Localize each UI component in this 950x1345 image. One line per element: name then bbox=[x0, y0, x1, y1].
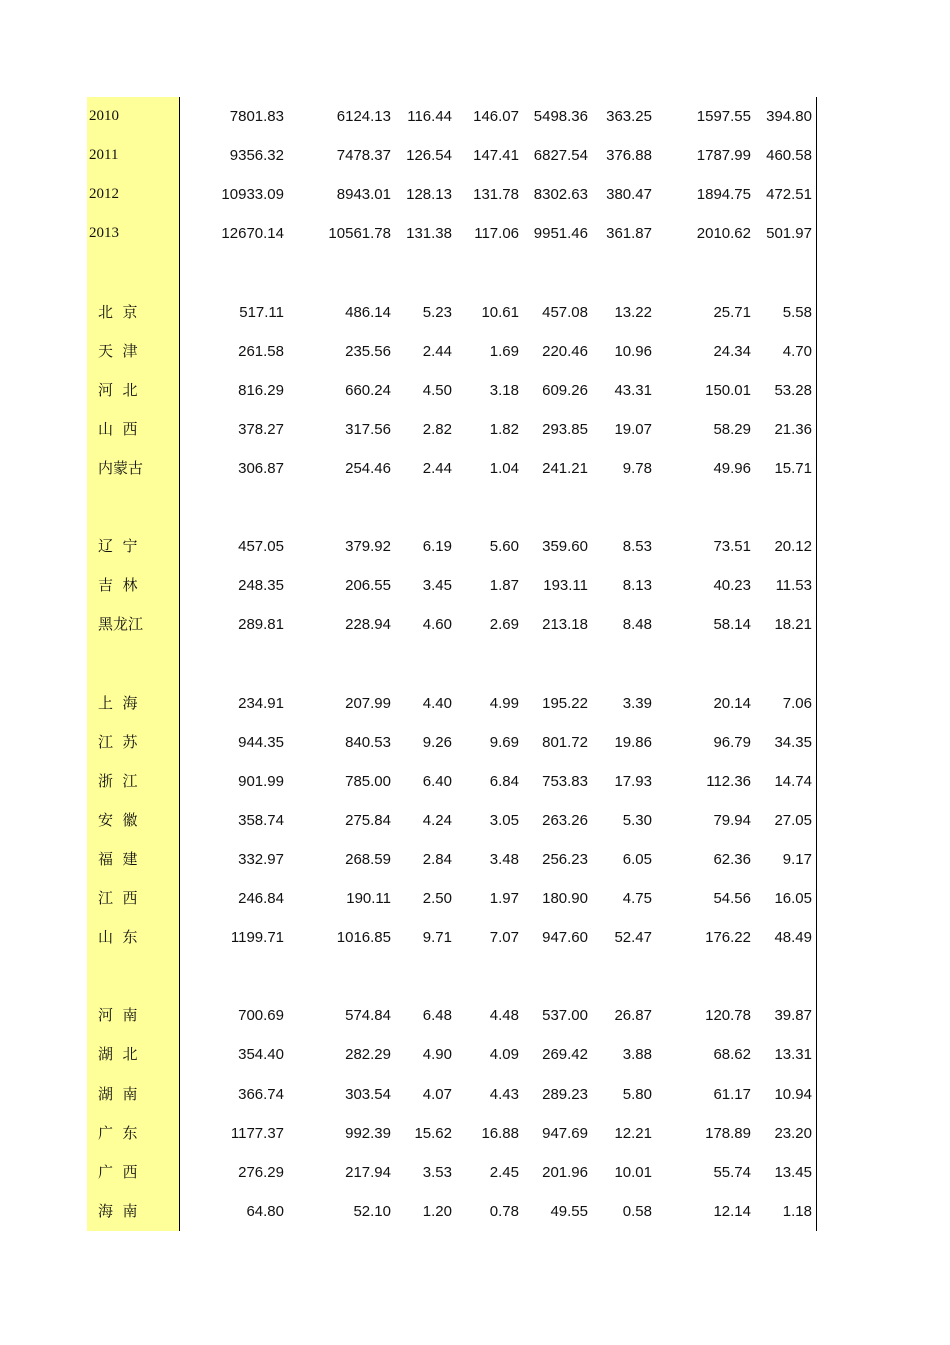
cell-value: 26.87 bbox=[614, 1007, 652, 1025]
cell-value: 217.94 bbox=[345, 1163, 391, 1181]
cell-value: 2.69 bbox=[489, 616, 519, 634]
cell-value: 20.14 bbox=[713, 694, 751, 712]
table-body bbox=[87, 97, 817, 1231]
row-label: 上 海 bbox=[98, 693, 138, 712]
cell-value: 49.96 bbox=[713, 459, 751, 477]
row-label: 浙 江 bbox=[98, 771, 138, 790]
cell-value: 27.05 bbox=[774, 811, 812, 829]
row-label: 江 西 bbox=[98, 889, 138, 907]
cell-value: 5498.36 bbox=[533, 108, 588, 125]
cell-value: 64.80 bbox=[246, 1202, 284, 1220]
cell-value: 9.78 bbox=[622, 459, 652, 477]
cell-value: 9951.46 bbox=[533, 225, 588, 243]
row-label: 2011 bbox=[89, 147, 119, 164]
cell-value: 2.44 bbox=[422, 342, 452, 360]
row-label: 2012 bbox=[89, 186, 119, 203]
region-row bbox=[87, 996, 817, 1035]
cell-value: 2.82 bbox=[422, 420, 452, 438]
cell-value: 10.96 bbox=[614, 342, 652, 360]
cell-value: 261.58 bbox=[238, 342, 284, 360]
cell-value: 4.75 bbox=[622, 890, 652, 907]
cell-value: 947.69 bbox=[542, 1124, 588, 1142]
cell-value: 1.97 bbox=[489, 890, 519, 907]
cell-value: 263.26 bbox=[542, 811, 588, 829]
cell-value: 6827.54 bbox=[533, 147, 588, 165]
cell-value: 9356.32 bbox=[229, 147, 284, 165]
cell-value: 61.17 bbox=[713, 1085, 751, 1103]
cell-value: 6.05 bbox=[622, 850, 652, 868]
cell-value: 1787.99 bbox=[696, 147, 751, 165]
row-label: 2013 bbox=[89, 225, 119, 242]
row-label: 内蒙古 bbox=[98, 458, 144, 477]
region-row bbox=[87, 527, 817, 566]
spacer-row bbox=[87, 488, 817, 527]
cell-value: 73.51 bbox=[713, 538, 751, 556]
cell-value: 10.61 bbox=[481, 303, 519, 321]
region-row bbox=[87, 566, 817, 605]
cell-value: 4.07 bbox=[422, 1085, 452, 1103]
cell-value: 9.17 bbox=[782, 850, 812, 868]
cell-value: 150.01 bbox=[705, 381, 751, 399]
row-label: 海 南 bbox=[98, 1201, 138, 1220]
row-label: 江 苏 bbox=[98, 732, 138, 751]
region-row bbox=[87, 801, 817, 840]
region-row bbox=[87, 605, 817, 644]
cell-value: 58.29 bbox=[713, 420, 751, 438]
cell-value: 190.11 bbox=[346, 890, 391, 907]
region-row bbox=[87, 762, 817, 801]
cell-value: 246.84 bbox=[238, 890, 284, 907]
cell-value: 8.53 bbox=[622, 538, 652, 556]
cell-value: 366.74 bbox=[238, 1085, 284, 1103]
cell-value: 1597.55 bbox=[696, 108, 751, 125]
cell-value: 19.86 bbox=[614, 733, 652, 751]
cell-value: 43.31 bbox=[614, 381, 652, 399]
cell-value: 52.47 bbox=[614, 929, 652, 947]
row-label: 河 北 bbox=[98, 380, 138, 399]
cell-value: 1.18 bbox=[782, 1202, 812, 1220]
row-label: 2010 bbox=[89, 108, 119, 124]
cell-value: 2.44 bbox=[422, 459, 452, 477]
cell-value: 1.20 bbox=[422, 1202, 452, 1220]
cell-value: 4.09 bbox=[489, 1046, 519, 1064]
cell-value: 34.35 bbox=[774, 733, 812, 751]
cell-value: 206.55 bbox=[345, 577, 391, 595]
cell-value: 1177.37 bbox=[230, 1124, 284, 1142]
cell-value: 234.91 bbox=[238, 694, 284, 712]
cell-value: 7801.83 bbox=[229, 108, 284, 125]
cell-value: 376.88 bbox=[606, 147, 652, 165]
cell-value: 1894.75 bbox=[696, 186, 751, 204]
cell-value: 21.36 bbox=[774, 420, 812, 438]
cell-value: 54.56 bbox=[713, 890, 751, 907]
year-row bbox=[87, 214, 817, 253]
cell-value: 4.70 bbox=[782, 342, 812, 360]
cell-value: 5.60 bbox=[489, 538, 519, 556]
cell-value: 10.94 bbox=[774, 1085, 812, 1103]
cell-value: 13.22 bbox=[614, 303, 652, 321]
cell-value: 228.94 bbox=[345, 616, 391, 634]
cell-value: 96.79 bbox=[713, 733, 751, 751]
cell-value: 306.87 bbox=[238, 459, 284, 477]
region-row bbox=[87, 1192, 817, 1231]
cell-value: 112.36 bbox=[706, 772, 751, 790]
cell-value: 9.71 bbox=[422, 929, 452, 947]
cell-value: 8302.63 bbox=[533, 186, 588, 204]
region-row bbox=[87, 1153, 817, 1192]
cell-value: 379.92 bbox=[345, 538, 391, 556]
cell-value: 241.21 bbox=[542, 459, 588, 477]
cell-value: 48.49 bbox=[774, 929, 812, 947]
cell-value: 394.80 bbox=[766, 108, 812, 125]
cell-value: 1.04 bbox=[489, 459, 519, 477]
region-row bbox=[87, 1075, 817, 1114]
cell-value: 0.58 bbox=[622, 1202, 652, 1220]
cell-value: 457.08 bbox=[542, 303, 588, 321]
cell-value: 378.27 bbox=[238, 420, 284, 438]
cell-value: 359.60 bbox=[542, 538, 588, 556]
cell-value: 23.20 bbox=[774, 1124, 812, 1142]
cell-value: 4.90 bbox=[422, 1046, 452, 1064]
cell-value: 358.74 bbox=[238, 811, 284, 829]
row-label: 天 津 bbox=[98, 341, 138, 360]
cell-value: 801.72 bbox=[542, 733, 588, 751]
cell-value: 12.14 bbox=[713, 1202, 751, 1220]
region-row bbox=[87, 371, 817, 410]
cell-value: 289.81 bbox=[238, 616, 284, 634]
cell-value: 3.48 bbox=[489, 850, 519, 868]
cell-value: 49.55 bbox=[550, 1202, 588, 1220]
row-label: 安 徽 bbox=[98, 810, 138, 829]
region-row bbox=[87, 918, 817, 957]
cell-value: 457.05 bbox=[238, 538, 284, 556]
cell-value: 25.71 bbox=[713, 303, 751, 321]
cell-value: 7478.37 bbox=[336, 147, 391, 165]
spacer-row bbox=[87, 957, 817, 996]
cell-value: 816.29 bbox=[238, 381, 284, 399]
cell-value: 8.48 bbox=[622, 616, 652, 634]
cell-value: 380.47 bbox=[606, 186, 652, 204]
spacer-row bbox=[87, 644, 817, 683]
cell-value: 6.48 bbox=[422, 1007, 452, 1025]
cell-value: 1.87 bbox=[489, 577, 519, 595]
cell-value: 2.50 bbox=[422, 890, 452, 907]
row-label: 山 东 bbox=[98, 928, 138, 947]
cell-value: 9.69 bbox=[489, 733, 519, 751]
cell-value: 840.53 bbox=[345, 733, 391, 751]
cell-value: 7.07 bbox=[489, 929, 519, 947]
cell-value: 700.69 bbox=[238, 1007, 284, 1025]
cell-value: 6.84 bbox=[489, 772, 519, 790]
cell-value: 3.18 bbox=[489, 381, 519, 399]
row-label: 广 东 bbox=[98, 1123, 138, 1142]
cell-value: 13.45 bbox=[774, 1163, 812, 1181]
cell-value: 220.46 bbox=[542, 342, 588, 360]
cell-value: 62.36 bbox=[713, 850, 751, 868]
cell-value: 7.06 bbox=[782, 694, 812, 712]
cell-value: 282.29 bbox=[345, 1046, 391, 1064]
cell-value: 6.19 bbox=[422, 538, 452, 556]
row-label: 湖 北 bbox=[98, 1045, 138, 1064]
region-row bbox=[87, 684, 817, 723]
cell-value: 126.54 bbox=[406, 147, 452, 165]
cell-value: 20.12 bbox=[774, 538, 812, 556]
cell-value: 460.58 bbox=[766, 147, 812, 165]
cell-value: 9.26 bbox=[422, 733, 452, 751]
cell-value: 276.29 bbox=[238, 1163, 284, 1181]
cell-value: 120.78 bbox=[705, 1007, 751, 1025]
cell-value: 4.60 bbox=[422, 616, 452, 634]
cell-value: 517.11 bbox=[239, 303, 284, 321]
row-label: 吉 林 bbox=[98, 576, 138, 595]
cell-value: 574.84 bbox=[345, 1007, 391, 1025]
cell-value: 3.39 bbox=[622, 694, 652, 712]
cell-value: 15.71 bbox=[774, 459, 812, 477]
cell-value: 4.48 bbox=[489, 1007, 519, 1025]
cell-value: 4.43 bbox=[489, 1085, 519, 1103]
cell-value: 193.11 bbox=[543, 577, 588, 595]
region-row bbox=[87, 1035, 817, 1074]
cell-value: 947.60 bbox=[542, 929, 588, 947]
cell-value: 486.14 bbox=[345, 303, 391, 321]
cell-value: 207.99 bbox=[345, 694, 391, 712]
region-row bbox=[87, 449, 817, 488]
row-label: 辽 宁 bbox=[98, 537, 138, 556]
cell-value: 3.45 bbox=[422, 577, 452, 595]
cell-value: 660.24 bbox=[345, 381, 391, 399]
cell-value: 254.46 bbox=[345, 459, 391, 477]
row-label: 广 西 bbox=[98, 1162, 138, 1181]
cell-value: 39.87 bbox=[774, 1007, 812, 1025]
region-row bbox=[87, 840, 817, 879]
cell-value: 753.83 bbox=[542, 772, 588, 790]
cell-value: 992.39 bbox=[345, 1124, 391, 1142]
cell-value: 10933.09 bbox=[221, 186, 284, 204]
cell-value: 0.78 bbox=[489, 1202, 519, 1220]
cell-value: 79.94 bbox=[713, 811, 751, 829]
cell-value: 8943.01 bbox=[336, 186, 391, 204]
cell-value: 275.84 bbox=[345, 811, 391, 829]
cell-value: 5.23 bbox=[422, 303, 452, 321]
cell-value: 128.13 bbox=[406, 186, 452, 204]
cell-value: 12670.14 bbox=[221, 225, 284, 243]
region-row bbox=[87, 410, 817, 449]
cell-value: 131.38 bbox=[406, 225, 452, 243]
cell-value: 58.14 bbox=[713, 616, 751, 634]
cell-value: 10.01 bbox=[614, 1163, 652, 1181]
cell-value: 6124.13 bbox=[336, 108, 391, 125]
cell-value: 52.10 bbox=[353, 1202, 391, 1220]
cell-value: 361.87 bbox=[606, 225, 652, 243]
cell-value: 10561.78 bbox=[328, 225, 391, 243]
cell-value: 1.69 bbox=[489, 342, 519, 360]
cell-value: 11.53 bbox=[775, 577, 812, 595]
cell-value: 317.56 bbox=[345, 420, 391, 438]
cell-value: 68.62 bbox=[713, 1046, 751, 1064]
cell-value: 289.23 bbox=[542, 1085, 588, 1103]
cell-value: 17.93 bbox=[614, 772, 652, 790]
cell-value: 2.84 bbox=[422, 850, 452, 868]
cell-value: 293.85 bbox=[542, 420, 588, 438]
cell-value: 537.00 bbox=[542, 1007, 588, 1025]
cell-value: 213.18 bbox=[542, 616, 588, 634]
cell-value: 180.90 bbox=[542, 890, 588, 907]
cell-value: 40.23 bbox=[713, 577, 751, 595]
row-label: 北 京 bbox=[98, 302, 138, 321]
cell-value: 146.07 bbox=[473, 108, 519, 125]
cell-value: 14.74 bbox=[774, 772, 812, 790]
cell-value: 4.40 bbox=[422, 694, 452, 712]
cell-value: 248.35 bbox=[238, 577, 284, 595]
cell-value: 131.78 bbox=[473, 186, 519, 204]
row-label: 福 建 bbox=[98, 849, 138, 868]
cell-value: 354.40 bbox=[238, 1046, 284, 1064]
cell-value: 901.99 bbox=[238, 772, 284, 790]
cell-value: 3.53 bbox=[422, 1163, 452, 1181]
cell-value: 3.88 bbox=[622, 1046, 652, 1064]
cell-value: 178.89 bbox=[705, 1124, 751, 1142]
region-row bbox=[87, 1114, 817, 1153]
cell-value: 176.22 bbox=[705, 929, 751, 947]
cell-value: 268.59 bbox=[345, 850, 391, 868]
cell-value: 332.97 bbox=[238, 850, 284, 868]
cell-value: 269.42 bbox=[542, 1046, 588, 1064]
cell-value: 1199.71 bbox=[230, 929, 284, 947]
cell-value: 6.40 bbox=[422, 772, 452, 790]
cell-value: 18.21 bbox=[774, 616, 812, 634]
cell-value: 24.34 bbox=[713, 342, 751, 360]
year-row bbox=[87, 136, 817, 175]
year-row bbox=[87, 97, 817, 136]
region-row bbox=[87, 332, 817, 371]
cell-value: 195.22 bbox=[542, 694, 588, 712]
cell-value: 363.25 bbox=[606, 108, 652, 125]
cell-value: 8.13 bbox=[622, 577, 652, 595]
cell-value: 944.35 bbox=[238, 733, 284, 751]
cell-value: 5.58 bbox=[782, 303, 812, 321]
cell-value: 5.80 bbox=[622, 1085, 652, 1103]
cell-value: 2.45 bbox=[489, 1163, 519, 1181]
row-label: 黑龙江 bbox=[98, 615, 144, 634]
cell-value: 116.44 bbox=[407, 108, 452, 125]
region-row bbox=[87, 723, 817, 762]
row-label: 湖 南 bbox=[98, 1084, 138, 1103]
cell-value: 13.31 bbox=[774, 1046, 812, 1064]
cell-value: 1.82 bbox=[489, 420, 519, 438]
cell-value: 147.41 bbox=[473, 147, 519, 165]
spacer-row bbox=[87, 253, 817, 292]
cell-value: 303.54 bbox=[345, 1085, 391, 1103]
cell-value: 3.05 bbox=[489, 811, 519, 829]
cell-value: 53.28 bbox=[774, 381, 812, 399]
year-row bbox=[87, 175, 817, 214]
cell-value: 201.96 bbox=[542, 1163, 588, 1181]
cell-value: 785.00 bbox=[345, 772, 391, 790]
region-row bbox=[87, 293, 817, 332]
cell-value: 12.21 bbox=[614, 1124, 652, 1142]
cell-value: 609.26 bbox=[542, 381, 588, 399]
cell-value: 1016.85 bbox=[336, 929, 391, 947]
cell-value: 5.30 bbox=[622, 811, 652, 829]
cell-value: 16.05 bbox=[774, 890, 812, 907]
cell-value: 15.62 bbox=[414, 1124, 452, 1142]
cell-value: 2010.62 bbox=[696, 225, 751, 243]
cell-value: 16.88 bbox=[481, 1124, 519, 1142]
region-row bbox=[87, 879, 817, 918]
cell-value: 117.06 bbox=[474, 225, 519, 243]
cell-value: 4.50 bbox=[422, 381, 452, 399]
statistics-table bbox=[87, 97, 817, 1231]
cell-value: 501.97 bbox=[766, 225, 812, 243]
cell-value: 235.56 bbox=[345, 342, 391, 360]
row-label: 河 南 bbox=[98, 1006, 138, 1025]
cell-value: 55.74 bbox=[713, 1163, 751, 1181]
cell-value: 19.07 bbox=[614, 420, 652, 438]
cell-value: 4.24 bbox=[422, 811, 452, 829]
cell-value: 4.99 bbox=[489, 694, 519, 712]
cell-value: 472.51 bbox=[766, 186, 812, 204]
cell-value: 256.23 bbox=[542, 850, 588, 868]
row-label: 山 西 bbox=[98, 419, 138, 438]
